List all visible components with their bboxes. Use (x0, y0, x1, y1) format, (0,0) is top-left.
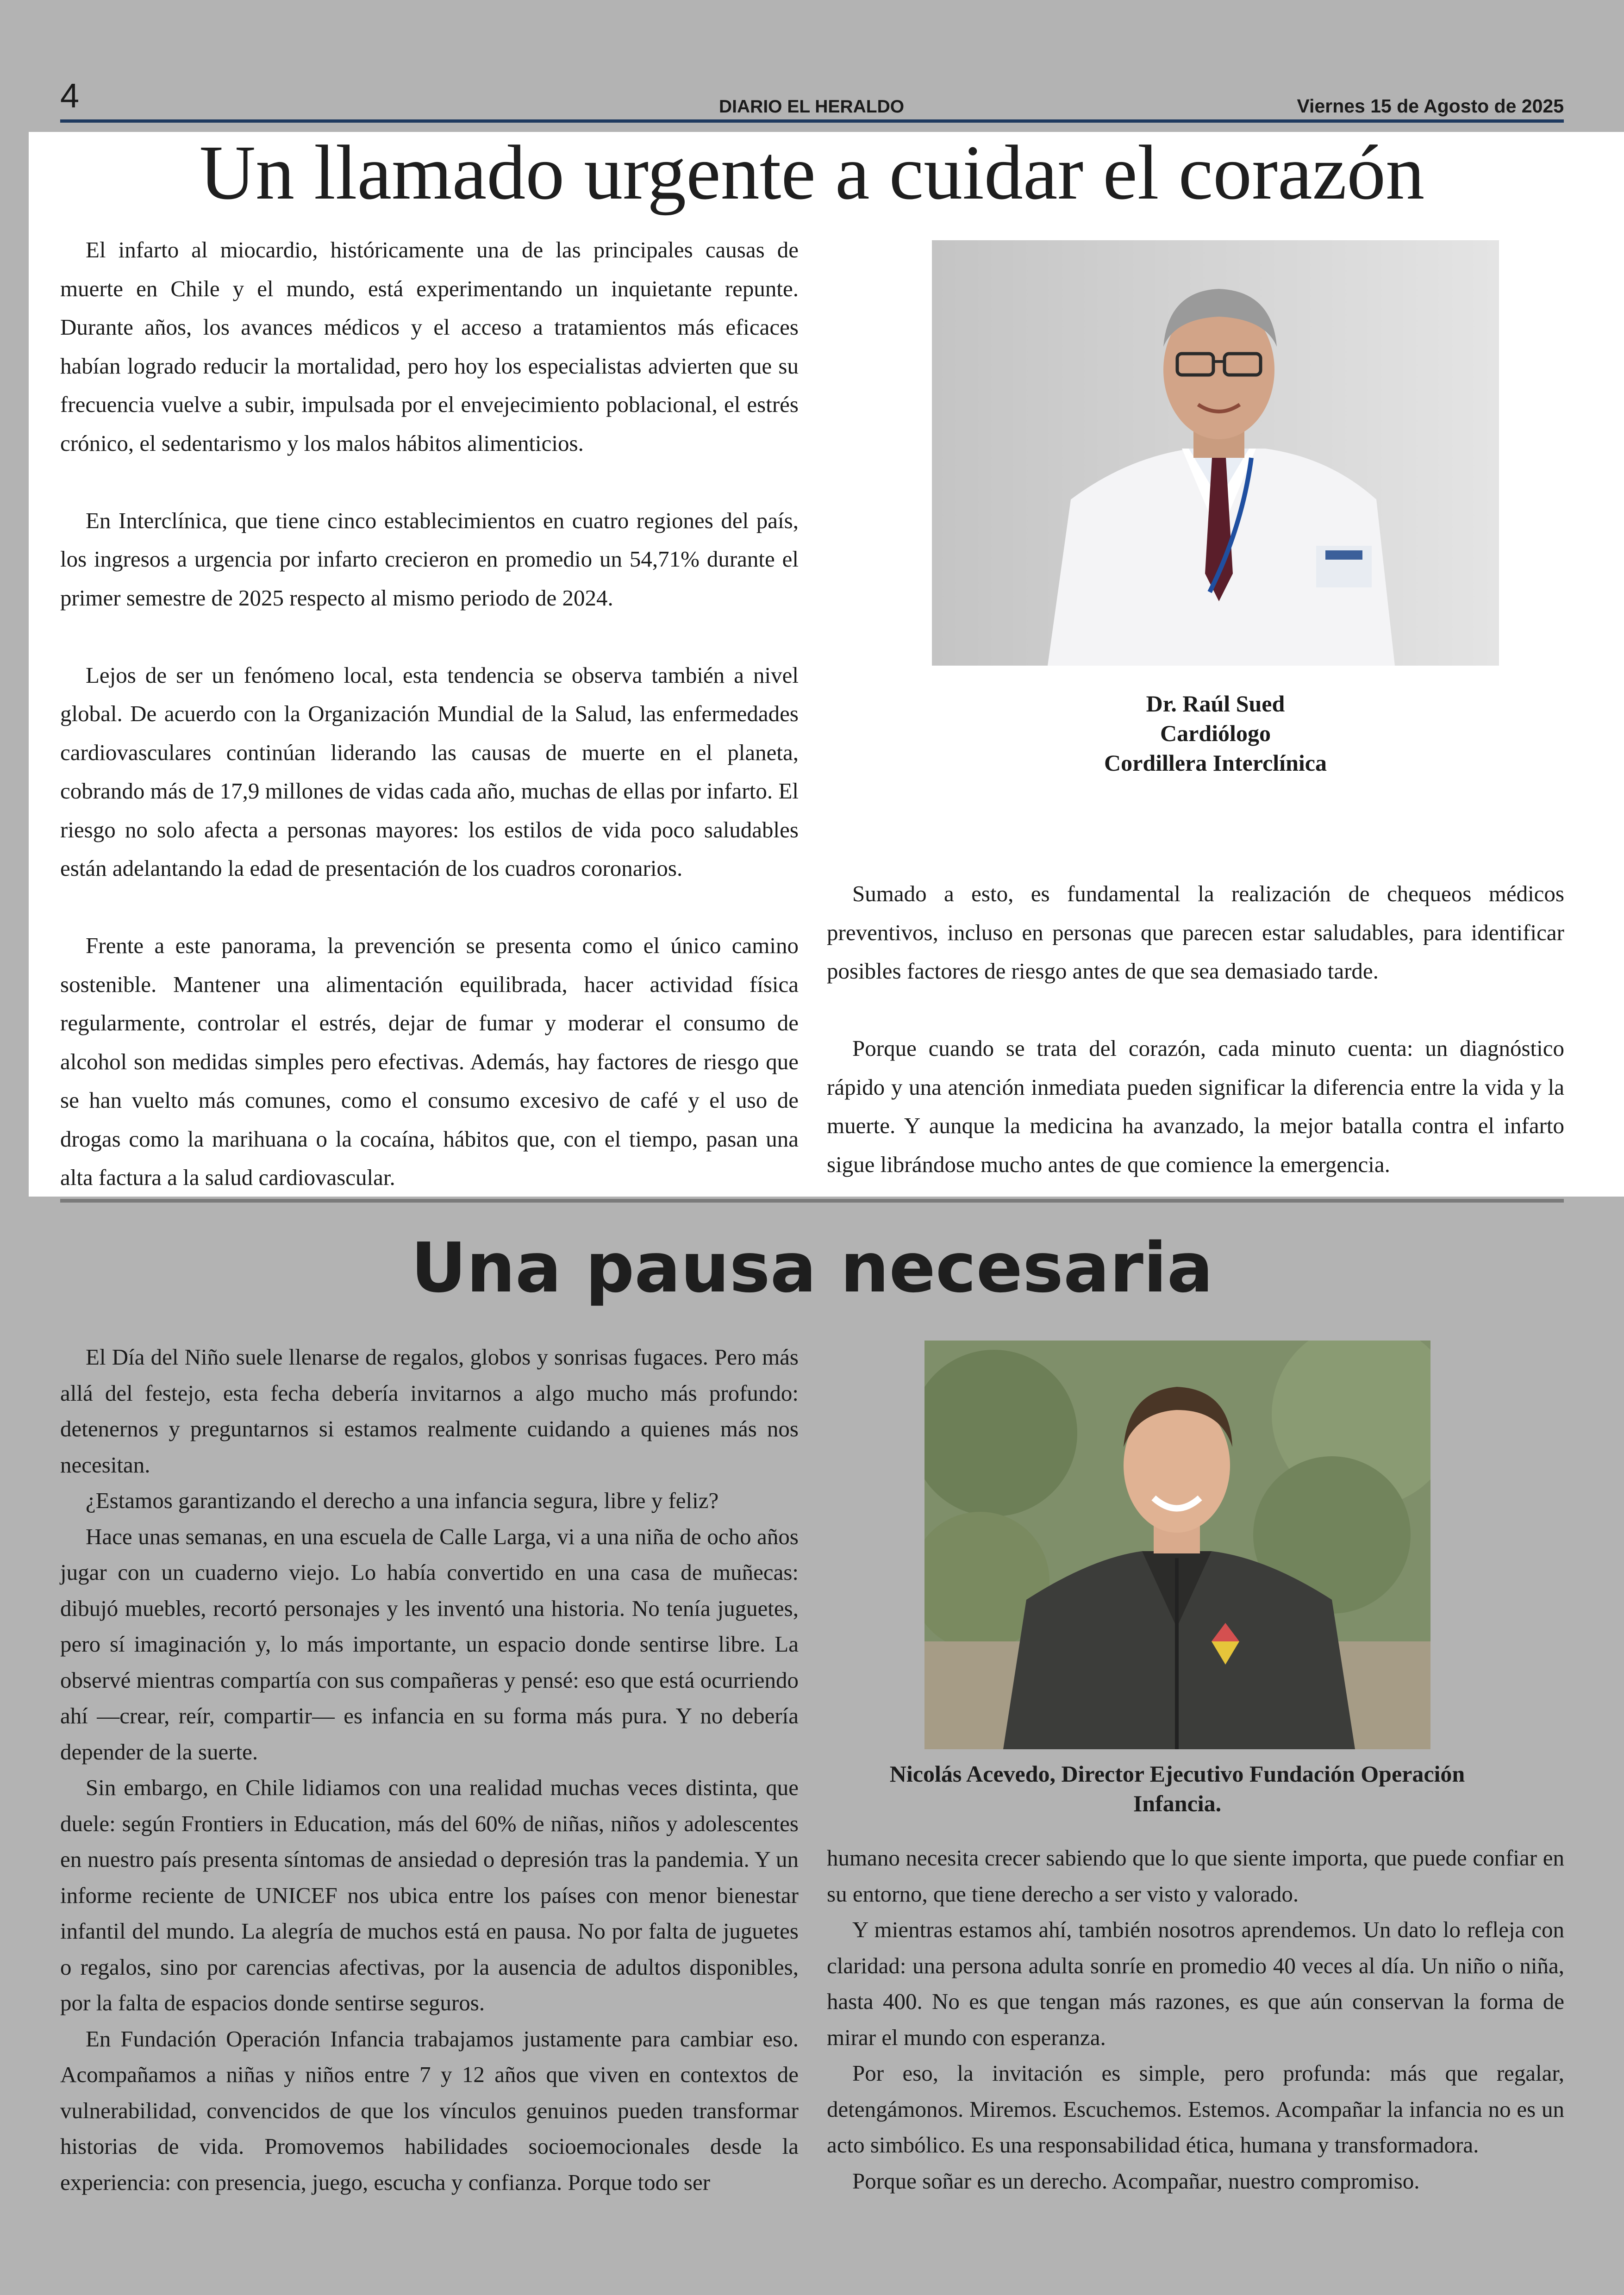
issue-date: Viernes 15 de Agosto de 2025 (1297, 95, 1564, 117)
article1-paragraph: Sumado a esto, es fundamental la realización de chequeos médicos preventivos, incluso en personas que parecen estar saludables, para identificar posibles factores de riesgo antes de que sea demasiado tarde. (827, 881, 1564, 984)
article1-paragraph: Lejos de ser un fenómeno local, esta tendencia se observa también a nivel global. De acuerdo con la Organización Mundial de la Salud, las enfermedades cardiovasculares continúan liderando las causas de muerte en el planeta, cobrando más de 17,9 millones de vidas cada año, muchas de ellas por infarto. El riesgo no solo afecta a personas mayores: los estilos de vida poco saludables están adelantando la edad de presentación de los cuadros coronarios. (60, 662, 799, 881)
article2-paragraph: Y mientras estamos ahí, también nosotros aprendemos. Un dato lo refleja con claridad: una persona adulta sonríe en promedio 40 veces al día. Un niño o niña, hasta 400. No es que tengan más razones, es que aún conservan la forma de mirar el mundo con esperanza. (827, 1917, 1564, 2050)
caption-institution: Cordillera Interclínica (1104, 750, 1327, 776)
article1-paragraph: El infarto al miocardio, históricamente una de las principales causas de muerte en Chile y el mundo, está experimentando un inquietante repunte. Durante años, los avances médicos y el acceso a tratamientos más eficaces habían logrado reducir la mortalidad, pero hoy los especialistas advierten que su frecuencia vuelve a subir, impulsada por el envejecimiento poblacional, el estrés crónico, el sedentarismo y los malos hábitos alimenticios. (60, 237, 799, 456)
newspaper-name: DIARIO EL HERALDO (719, 97, 905, 117)
article2-paragraph: Porque soñar es un derecho. Acompañar, nuestro compromiso. (852, 2168, 1420, 2194)
article2-headline: Una pausa necesaria (411, 1228, 1213, 1308)
article2-right-column (827, 1840, 1564, 2199)
article1-paragraph: En Interclínica, que tiene cinco establecimientos en cuatro regiones del país, los ingresos a urgencia por infarto crecieron en promedio un 54,71% durante el primer semestre de 2025 respecto al mismo periodo de 2024. (60, 507, 799, 611)
page-number: 4 (60, 76, 80, 115)
article2-left-column (60, 1339, 799, 2200)
header-rule (60, 119, 1564, 123)
article1-paragraph: Frente a este panorama, la prevención se presenta como el único camino sostenible. Mantener una alimentación equilibrada, hacer actividad física regularmente, controlar el estrés, dejar de fumar y moderar el consumo de alcohol son medidas simples pero efectivas. Además, hay factores de riesgo que se han vuelto más comunes, como el consumo excesivo de café y el uso de drogas como la marihuana o la cocaína, hábitos que, con el tiempo, pasan una alta factura a la salud cardiovascular. (60, 933, 799, 1190)
article2-paragraph: Por eso, la invitación es simple, pero profunda: más que regalar, detengámonos. Miremos. Escuchemos. Estemos. Acompañar la infancia no es un acto simbólico. Es una responsabilidad ética, humana y transformadora. (827, 2060, 1564, 2158)
article1-headline: Un llamado urgente a cuidar el corazón (199, 130, 1425, 216)
article2-paragraph: ¿Estamos garantizando el derecho a una infancia segura, libre y feliz? (86, 1488, 719, 1513)
doctor-portrait-photo (932, 240, 1499, 666)
caption-name: Dr. Raúl Sued (1146, 691, 1285, 717)
article2-paragraph: El Día del Niño suele llenarse de regalos, globos y sonrisas fugaces. Pero más allá del festejo, esta fecha debería invitarnos a algo mucho más profundo: detenernos y preguntarnos si estamos realmente cuidando a quienes más nos necesitan. (60, 1344, 799, 1478)
doctor-portrait-illustration (932, 240, 1499, 666)
article2-paragraph: Hace unas semanas, en una escuela de Calle Larga, vi a una niña de ocho años jugar con un cuaderno viejo. Lo había convertido en una casa de muñecas: dibujó muebles, recortó personajes y les inventó una historia. No tenía juguetes, pero sí imaginación y, lo más importante, un espacio donde sentirse libre. La observé mientras compartía con sus compañeras y pensé: eso que está ocurriendo ahí —crear, reír, compartir— es infancia en su forma más pura. Y no debería depender de la suerte. (60, 1523, 799, 1765)
caption-role: Cardiólogo (1160, 720, 1271, 746)
director-portrait-photo (924, 1341, 1430, 1749)
article1-right-column (827, 874, 1564, 1184)
article2-paragraph: humano necesita crecer sabiendo que lo que siente importa, que puede confiar en su entorno, que tiene derecho a ser visto y valorado. (827, 1845, 1564, 1907)
article1-paragraph: Porque cuando se trata del corazón, cada minuto cuenta: un diagnóstico rápido y una atención inmediata pueden significar la diferencia entre la vida y la muerte. Y aunque la medicina ha avanzado, la mejor batalla contra el infarto sigue librándose mucho antes de que comience la emergencia. (827, 1035, 1564, 1177)
director-photo-caption: Nicolás Acevedo, Director Ejecutivo Fundación Operación Infancia. (889, 1761, 1465, 1816)
article1-left-column (60, 231, 799, 1197)
section-divider (60, 1199, 1564, 1203)
doctor-photo-caption (932, 689, 1499, 778)
director-portrait-illustration (924, 1341, 1430, 1749)
article2-paragraph: Sin embargo, en Chile lidiamos con una realidad muchas veces distinta, que duele: según Frontiers in Education, más del 60% de niñas, niños y adolescentes en nuestro país presenta síntomas de ansiedad o depresión tras la pandemia. Y un informe reciente de UNICEF nos ubica entre los países con menor bienestar infantil del mundo. La alegría de muchos está en pausa. No por falta de juguetes o regalos, sino por carencias afectivas, por la ausencia de adultos disponibles, por la falta de espacios donde sentirse seguros. (60, 1775, 799, 2015)
article2-paragraph: En Fundación Operación Infancia trabajamos justamente para cambiar eso. Acompañamos a niñas y niños entre 7 y 12 años que viven en contextos de vulnerabilidad, convencidos de que los vínculos genuinos pueden transformar historias de vida. Promovemos habilidades socioemocionales desde la experiencia: con presencia, juego, escucha y confianza. Porque todo ser (60, 2026, 799, 2195)
